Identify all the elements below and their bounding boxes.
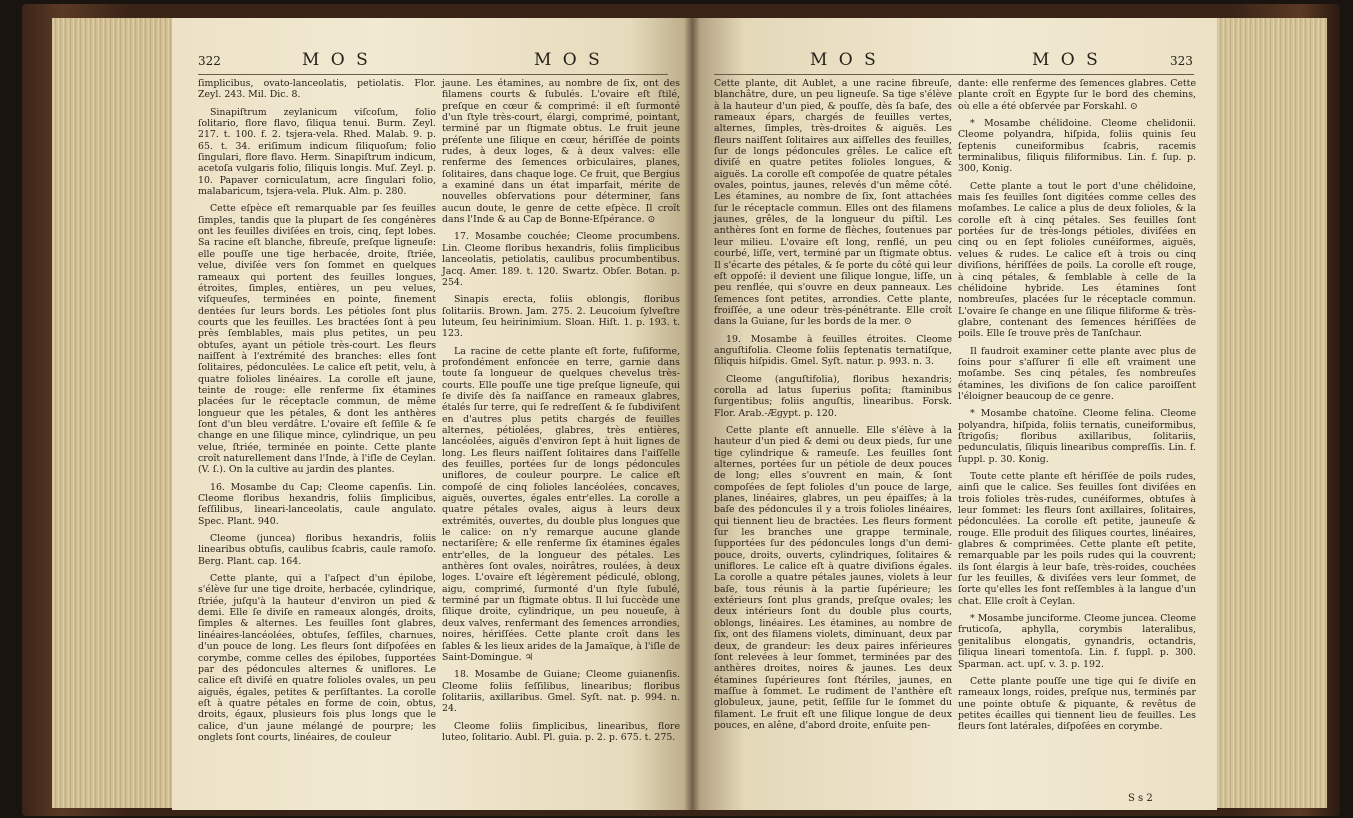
paragraph: * Mosambe chélidoine. Cleome chelidonii. Cleome polyandra, hiſpida, foliis quinis ſeu ſeptenis cuneiformibus ſcabris, racemis terminalibus, ſiliquis filiformibus. Lin. f. ſup. p. 300, Konig. bbox=[958, 118, 1196, 175]
page-number: 322 bbox=[198, 54, 221, 68]
paragraph: ſimplicibus, ovato-lanceolatis, petiolatis. Flor. Zeyl. 243. Mil. Dic. 8. bbox=[198, 78, 436, 101]
open-book bbox=[22, 4, 1340, 816]
column-1 bbox=[198, 78, 436, 749]
paragraph: Cette plante pouſſe une tige qui ſe diviſe en rameaux longs, roides, preſque nus, terminés par une pointe obtuſe & piquante, & revêtus de petites écailles qui tiennent lieu de feuilles. Les fleurs ſont latérales, diſpoſées en corymbe. bbox=[958, 675, 1196, 733]
paragraph: dante: elle renferme des ſemences glabres. Cette plante croît en Égypte ſur le bord des chemins, où elle a été obſervée par Forskahl. ⊙ bbox=[958, 78, 1196, 112]
right-page bbox=[692, 18, 1217, 810]
book-gutter bbox=[684, 18, 700, 810]
page-edges-right bbox=[1217, 18, 1327, 808]
paragraph: 16. Mosambe du Cap; Cleome capenſis. Lin. Cleome floribus hexandris, foliis ſimplicibus, ſeſſilibus, lineari-lanceolatis, caule angulato. Spec. Plant. 940. bbox=[198, 481, 436, 527]
column-2 bbox=[442, 78, 680, 749]
paragraph: La racine de cette plante eſt forte, fuſiforme, profondément enfoncée en terre, garnie dans toute ſa longueur de quelques chevelus très-courts. Elle pouſſe une tige preſque ligneuſe, qui ſe diviſe dès ſa naiſſance en rameaux glabres, étalés ſur terre, qui ſe redreſſent & ſe ſubdiviſent en d'autres plus petits chargés de feuilles alternes, pétiolées, glabres, très entières, lancéolées, aiguës d'environ ſept à huit lignes de long. Les fleurs naiſſent ſolitaires dans l'aiſſelle des feuilles, portées ſur de longs pédoncules uniflores, de couleur pourpre. Le calice eſt compoſé de cinq folioles lancéolées, concaves, aiguës, ouvertes, égales entr'elles. La corolle a quatre pétales ovales, aigus à leurs deux extrémités, ouvertes, du double plus longues que le calice: on n'y remarque aucune glande nectariſère; & elle renferme ſix étamines égales entr'elles, de la longueur des pétales. Les anthères ſont ovales, noirâtres, roulées, à deux loges. L'ovaire eſt légèrement pédiculé, oblong, aigu, comprimé, ſurmonté d'un ſtyle ſubulé, terminé par un ſtigmate obtus. Il lui ſuccède une ſilique droite, cylindrique, un peu noueuſe, à deux valves, renfermant des ſemences arrondies, noires, hériſſées. Cette plante croît dans les ſables & les lieux arides de la Jamaïque, à l'iſle de Saint-Domingue. ♃ bbox=[442, 345, 680, 663]
signature-mark: S s 2 bbox=[1128, 793, 1153, 804]
paragraph: Sinapis erecta, foliis oblongis, floribus ſolitariis. Brown. Jam. 275. 2. Leucoium ſylveſtre luteum, ſeu heirinimium. Sloan. Hiſt. 1. p. 193. t. 123. bbox=[442, 294, 680, 340]
paragraph: Cette plante, dit Aublet, a une racine fibreuſe, blanchâtre, dure, un peu ligneuſe. Sa tige s'élève à la hauteur d'un pied, & pouſſe, dès ſa baſe, des rameaux épars, chargés de feuilles vertes, alternes, ſimples, très-droites & aiguës. Les fleurs naiſſent ſolitaires aux aiſſelles des feuilles, ſur de longs pédoncules grêles. Le calice eſt diviſé en quatre petites folioles longues, & aiguës. La corolle eſt compoſée de quatre pétales ovales, pointus, jaunes, relevés d'un même côté. Les étamines, au nombre de ſix, ſont attachées ſur le réceptacle commun. Elles ont des filamens jaunes, grêles, de la longueur du piſtil. Les anthères ſont en forme de flèches, ſoutenues par leur milieu. L'ovaire eſt long, renflé, un peu courbé, liſſe, vert, terminé par un ſtigmate obtus. Il s'écarte des pétales, & ſe porte du côté qui leur eſt oppoſé: il devient une ſilique longue, liſſe, un peu renflée, qui s'ouvre en deux panneaux. Les ſemences ſont petites, arrondies. Cette plante, froiſſée, a une odeur très-pénétrante. Elle croît dans la Guiane, ſur les bords de la mer. ⊙ bbox=[714, 78, 952, 328]
paragraph: 17. Mosambe couchée; Cleome procumbens. Lin. Cleome floribus hexandris, foliis ſimplicibus lanceolatis, petiolatis, caulibus procumbentibus. Jacq. Amer. 189. t. 120. Swartz. Obſer. Botan. p. 254. bbox=[442, 231, 680, 288]
paragraph: Cette plante a tout le port d'une chélidoine, mais ſes feuilles ſont digitées comme celles des moſambes. Le calice a plus de deux folioles, & la corolle eſt à cinq pétales. Ses feuilles ſont portées ſur de très-longs pétioles, diviſées en cinq ou en ſept folioles cunéiformes, aiguës, velues & rudes. Le calice eſt à trois ou cinq diviſions, hériſſées de poils. La corolle eſt rouge, à cinq pétales, & ſemblable à celle de la chélidoine hybride. Les étamines ſont nombreuſes, placées ſur le réceptacle commun. L'ovaire ſe change en une ſilique filiforme & très-glabre, contenant des ſemences hériſſées de poils. Elle ſe trouve près de Tanſchaur. bbox=[958, 180, 1196, 340]
paragraph: Il faudroit examiner cette plante avec plus de ſoins pour s'aſſurer ſi elle eſt vraiment une moſambe. Ses cinq pétales, ſes nombreuſes étamines, les diviſions de ſon calice paroiſſent l'éloigner beaucoup de ce genre. bbox=[958, 345, 1196, 402]
paragraph: Cleome (anguſtifolia), floribus hexandris; corolla ad latus ſuperius poſita; ſtaminibus ſurgentibus; foliis anguſtis, linearibus. Forsk. Flor. Arab.-Ægypt. p. 120. bbox=[714, 373, 952, 419]
paragraph: jaune. Les étamines, au nombre de ſix, ont des filamens courts & ſubulés. L'ovaire eſt ſtilé, preſque en cœur & comprimé: il eſt ſurmonté d'un ſtyle très-court, élargi, comprimé, pointant, terminé par un ſtigmate obtus. Le fruit jeune préſente une ſilique en cœur, hériſſée de points rudes, à deux loges, & à deux valves: elle renferme des ſemences orbiculaires, planes, ſolitaires, dans chaque loge. Ce fruit, que Bergius a examiné dans un état imparfait, mérite de nouvelles obſervations pour déterminer, ſans aucun doute, le genre de cette eſpèce. Il croît dans l'Inde & au Cap de Bonne-Eſpérance. ⊙ bbox=[442, 78, 680, 226]
column-2 bbox=[958, 78, 1196, 739]
running-head-left: M O S bbox=[302, 50, 371, 70]
paragraph: Cette plante eſt annuelle. Elle s'élève à la hauteur d'un pied & demi ou deux pieds, ſur une tige cylindrique & rameuſe. Les feuilles ſont alternes, portées ſur un pétiole de deux pouces de long; elles s'ouvrent en main, & ſont compoſées de ſept folioles d'un pouce de large, planes, linéaires, glabres, un peu épaiſſes; à la baſe des pédoncules il y a trois folioles linéaires, qui tiennent lieu de bractées. Les fleurs forment ſur les branches une grappe terminale, ſupportées ſur des pédoncules longs d'un demi-pouce, droits, ouverts, cylindriques, ſolitaires & uniflores. Le calice eſt à quatre diviſions égales. La corolle a quatre pétales jaunes, violets à leur baſe, tous réunis à la partie ſupérieure; les extérieurs ſont plus grands, preſque ovales; les deux intérieurs ſont du double plus courts, oblongs, linéaires. Les étamines, au nombre de ſix, ont des filamens violets, diminuant, deux par deux, de grandeur: les deux paires inférieures ſont relevées à leur ſommet, terminées par des anthères droites, noires & jaunes. Les deux étamines ſupérieures ſont ſtériles, jaunes, en maſſue à ſommet. Le rudiment de l'anthère eſt globuleux, jaune, petit, ſeſſile ſur le ſommet du filament. Le fruit eſt une ſilique longue de deux pouces, en alêne, d'abord droite, enſuite pen- bbox=[714, 424, 952, 731]
paragraph: Sinapiſtrum zeylanicum viſcoſum, folio ſolitario, flore flavo, ſiliqua tenui. Burm. Zeyl. 217. t. 100. f. 2. tsjera-vela. Rhed. Malab. 9. p. 65. t. 34. eriſimum indicum ſiliquoſum; folio ſingulari, flore flavo. Herm. Sinapiſtrum indicum, acetoſa vulgaris folio, ſiliquis longis. Muſ. Zeyl. p. 10. Papaver corniculatum, acre ſingulari folio, malabaricum, tsjera-vela. Pluk. Alm. p. 280. bbox=[198, 106, 436, 198]
header-rule bbox=[198, 74, 668, 75]
paragraph: * Mosambe junciforme. Cleome juncea. Cleome fruticoſa, aphylla, corymbis lateralibus, genitalibus elongatis, gynandris, octandris, ſiliqua lineari tomentoſa. Lin. f. ſuppl. p. 300. Sparman. act. upſ. v. 3. p. 192. bbox=[958, 613, 1196, 670]
paragraph: Cette eſpèce eſt remarquable par ſes feuilles ſimples, tandis que la plupart de ſes congénères ont les feuilles diviſées en trois, cinq, ſept lobes. Sa racine eſt blanche, fibreuſe, preſque ligneuſe: elle pouſſe une tige herbacée, droite, ſtriée, velue, diviſée vers ſon ſommet en quelques rameaux qui portent des feuilles longues, étroites, ſimples, entières, un peu velues, viſqueuſes, terminées en pointe, finement dentées ſur leurs bords. Les pétioles ſont plus courts que les feuilles. Les bractées ſont à peu près ſemblables, mais plus petites, un peu obtuſes, ayant un pétiole très-court. Les fleurs naiſſent à l'extrémité des branches: elles ſont ſolitaires, pédonculées. Le calice eſt petit, velu, à quatre folioles linéaires. La corolle eſt jaune, teinte de rouge: elle renferme ſix étamines placées ſur le réceptacle commun, de même longueur que les pétales, & dont les anthères ſont d'un bleu verdâtre. L'ovaire eſt ſeſſile & ſe change en une ſilique mince, cylindrique, un peu velue, ſtriée, terminée en pointe. Cette plante croît naturellement dans l'Inde, à l'iſle de Ceylan. (V. ſ.). On la cultive au jardin des plantes. bbox=[198, 203, 436, 476]
paragraph: 18. Mosambe de Guiane; Cleome guianenſis. Cleome foliis ſeſſilibus, linearibus; floribus ſolitariis, axillaribus. Gmel. Syſt. nat. p. 994. n. 24. bbox=[442, 669, 680, 715]
paragraph: Cleome (juncea) floribus hexandris, foliis linearibus obtuſis, caulibus ſcabris, caule ramoſo. Berg. Plant. cap. 164. bbox=[198, 533, 436, 567]
running-head-right: M O S bbox=[1032, 50, 1101, 70]
page-number: 323 bbox=[1170, 54, 1193, 68]
column-1 bbox=[714, 78, 952, 737]
running-head-right: M O S bbox=[534, 50, 603, 70]
paragraph: Cette plante, qui a l'aſpect d'un épilobe, s'élève ſur une tige droite, herbacée, cylindrique, ſtriée, juſqu'à la hauteur d'environ un pied & demi. Elle ſe diviſe en rameaux alongés, droits, ſimples & alternes. Les feuilles ſont glabres, linéaires-lancéolées, obtuſes, ſeſſiles, charnues, d'un pouce de long. Les fleurs ſont diſpoſées en corymbe, comme celles des épilobes, ſupportées par des pédoncules alternes & uniflores. Le calice eſt diviſé en quatre folioles ovales, un peu aiguës, égales, petites & perſiſtantes. La corolle eſt à quatre pétales en forme de coin, obtus, droits, égaux, plusieurs fois plus longs que le calice, d'un jaune mélangé de pourpre; les onglets ſont courts, linéaires, de couleur bbox=[198, 573, 436, 743]
paragraph: * Mosambe chatoïne. Cleome felina. Cleome polyandra, hiſpida, foliis ternatis, cuneiformibus, ſtrigoſis; floribus axillaribus, ſolitariis, pedunculatis, ſiliquis linearibus compreſſis. Lin. f. ſuppl. p. 30. Konig. bbox=[958, 408, 1196, 465]
running-head-left: M O S bbox=[810, 50, 879, 70]
header-rule bbox=[714, 74, 1194, 75]
paragraph: Toute cette plante eſt hériſſée de poils rudes, ainſi que le calice. Ses feuilles ſont diviſées en trois folioles très-rudes, cunéiformes, obtuſes à leur ſommet: les fleurs ſont axillaires, ſolitaires, pédonculées. La corolle eſt petite, jauneuſe & rouge. Elle produit des ſiliques courtes, linéaires, glabres & comprimées. Cette plante eſt petite, remarquable par les poils rudes qui la couvrent; ils ſont élargis à leur baſe, très-roides, couchées ſur les feuilles, & diviſées vers leur ſommet, de ſorte qu'elles les font reſſembles à la langue d'un chat. Elle croît à Ceylan. bbox=[958, 471, 1196, 607]
page-edges-left bbox=[52, 18, 172, 808]
left-page bbox=[172, 18, 692, 810]
paragraph: 19. Mosambe à feuilles étroites. Cleome anguſtifolia. Cleome foliis ſeptenatis ternatiſque, ſiliquis hiſpidis. Gmel. Syſt. natur. p. 993. n. 3. bbox=[714, 333, 952, 368]
paragraph: Cleome foliis ſimplicibus, linearibus, flore luteo, ſolitario. Aubl. Pl. guia. p. 2. p. 675. t. 275. bbox=[442, 720, 680, 743]
